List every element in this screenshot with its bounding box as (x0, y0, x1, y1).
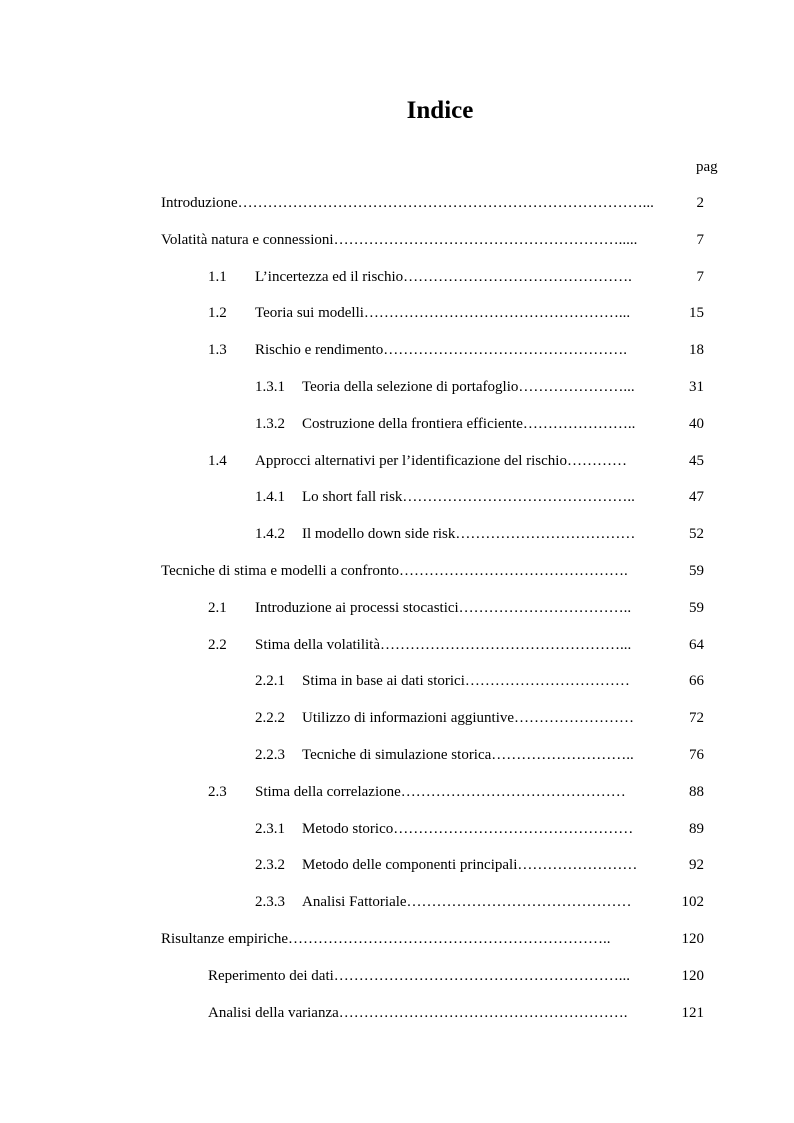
toc-entry (0, 377, 794, 397)
toc-entry-number: 2.3.3 (255, 894, 285, 910)
toc-entry-page: 120 (681, 931, 704, 947)
toc-entry-page: 15 (689, 305, 704, 321)
toc-entry (0, 782, 794, 802)
toc-entry-title: Tecniche di stima e modelli a confronto………………………………………. (161, 563, 628, 579)
toc-entry (0, 855, 794, 875)
toc-entry-page: 45 (689, 453, 704, 469)
toc-entry-title: Rischio e rendimento…………………………………………. (255, 342, 628, 358)
toc-entry-number: 1.3.1 (255, 379, 285, 395)
toc-entry (0, 819, 794, 839)
toc-entry-title: Reperimento dei dati…………………………………………………... (208, 968, 631, 984)
toc-entry-title: Analisi Fattoriale……………………………………… (302, 894, 632, 910)
toc-entry-title: Tecniche di simulazione storica……………………….. (302, 747, 634, 763)
toc-entry (0, 414, 794, 434)
toc-entry-title: Stima in base ai dati storici…………………………… (302, 673, 630, 689)
toc-entry-number: 2.2.3 (255, 747, 285, 763)
toc-entry (0, 929, 794, 949)
toc-entry-page: 64 (689, 637, 704, 653)
toc-entry-title: Stima della correlazione……………………………………… (255, 784, 626, 800)
toc-entry-number: 2.2.2 (255, 710, 285, 726)
toc-entry-title: Utilizzo di informazioni aggiuntive…………………… (302, 710, 635, 726)
toc-entry (0, 708, 794, 728)
toc-entry-page: 66 (689, 673, 704, 689)
toc-entry-title: Metodo storico………………………………………… (302, 821, 634, 837)
page-column-label: pag (696, 159, 718, 175)
toc-entry-title: Analisi della varianza…………………………………………………. (208, 1005, 628, 1021)
toc-entry-page: 18 (689, 342, 704, 358)
toc-entry (0, 340, 794, 360)
toc-entry-page: 40 (689, 416, 704, 432)
toc-entry (0, 598, 794, 618)
toc-entry-number: 2.3.1 (255, 821, 285, 837)
toc-entry-number: 2.1 (208, 600, 227, 616)
toc-entry-title: Il modello down side risk……………………………… (302, 526, 636, 542)
toc-entry-title: Introduzione ai processi stocastici…………………………….. (255, 600, 632, 616)
toc-entry-title: Costruzione della frontiera efficiente………………….. (302, 416, 636, 432)
toc-entry-number: 1.3 (208, 342, 227, 358)
toc-entry-page: 59 (689, 563, 704, 579)
toc-entry-number: 1.4 (208, 453, 227, 469)
toc-entry-number: 1.2 (208, 305, 227, 321)
toc-entry-title: L’incertezza ed il rischio………………………………………. (255, 269, 632, 285)
toc-entry (0, 892, 794, 912)
toc-entry (0, 635, 794, 655)
toc-entry-page: 89 (689, 821, 704, 837)
toc-entry (0, 966, 794, 986)
toc-entry-page: 7 (696, 232, 704, 248)
toc-entry-page: 31 (689, 379, 704, 395)
toc-entry-page: 52 (689, 526, 704, 542)
toc-entry (0, 451, 794, 471)
toc-entry-page: 2 (696, 195, 704, 211)
toc-entry-title: Introduzione………………………………………………………………………... (161, 195, 654, 211)
toc-entry (0, 303, 794, 323)
toc-entry-title: Teoria sui modelli……………………………………………... (255, 305, 631, 321)
toc-entry-page: 59 (689, 600, 704, 616)
toc-entry-page: 72 (689, 710, 704, 726)
toc-entry (0, 745, 794, 765)
toc-entry-number: 1.1 (208, 269, 227, 285)
toc-entry-page: 88 (689, 784, 704, 800)
toc-entry (0, 487, 794, 507)
toc-entry-title: Stima della volatilità…………………………………………... (255, 637, 632, 653)
toc-entry (0, 230, 794, 250)
toc-entry-number: 1.3.2 (255, 416, 285, 432)
toc-entry (0, 267, 794, 287)
toc-entry-number: 1.4.2 (255, 526, 285, 542)
toc-entry-title: Approcci alternativi per l’identificazione del rischio………… (255, 453, 627, 469)
toc-entry-number: 2.3 (208, 784, 227, 800)
toc-entry (0, 671, 794, 691)
toc-entry-number: 1.4.1 (255, 489, 285, 505)
toc-entry-page: 7 (696, 269, 704, 285)
toc-entry-number: 2.3.2 (255, 857, 285, 873)
toc-entry (0, 524, 794, 544)
toc-entry-page: 102 (681, 894, 704, 910)
toc-entry-page: 121 (681, 1005, 704, 1021)
toc-entry (0, 193, 794, 213)
toc-entry-title: Teoria della selezione di portafoglio…………………... (302, 379, 635, 395)
toc-entry (0, 561, 794, 581)
toc-entry-page: 47 (689, 489, 704, 505)
toc-entry-page: 76 (689, 747, 704, 763)
toc-entry-number: 2.2.1 (255, 673, 285, 689)
toc-entry-page: 120 (681, 968, 704, 984)
toc-entry-title: Metodo delle componenti principali…………………… (302, 857, 638, 873)
toc-entry-title: Risultanze empiriche……………………………………………………….. (161, 931, 611, 947)
toc-entry-title: Lo short fall risk……………………………………….. (302, 489, 635, 505)
toc-entry-title: Volatità natura e connessioni…………………………………………………..... (161, 232, 638, 248)
toc-entry (0, 1003, 794, 1023)
toc-entry-page: 92 (689, 857, 704, 873)
toc-entry-number: 2.2 (208, 637, 227, 653)
page-title: Indice (406, 97, 474, 124)
